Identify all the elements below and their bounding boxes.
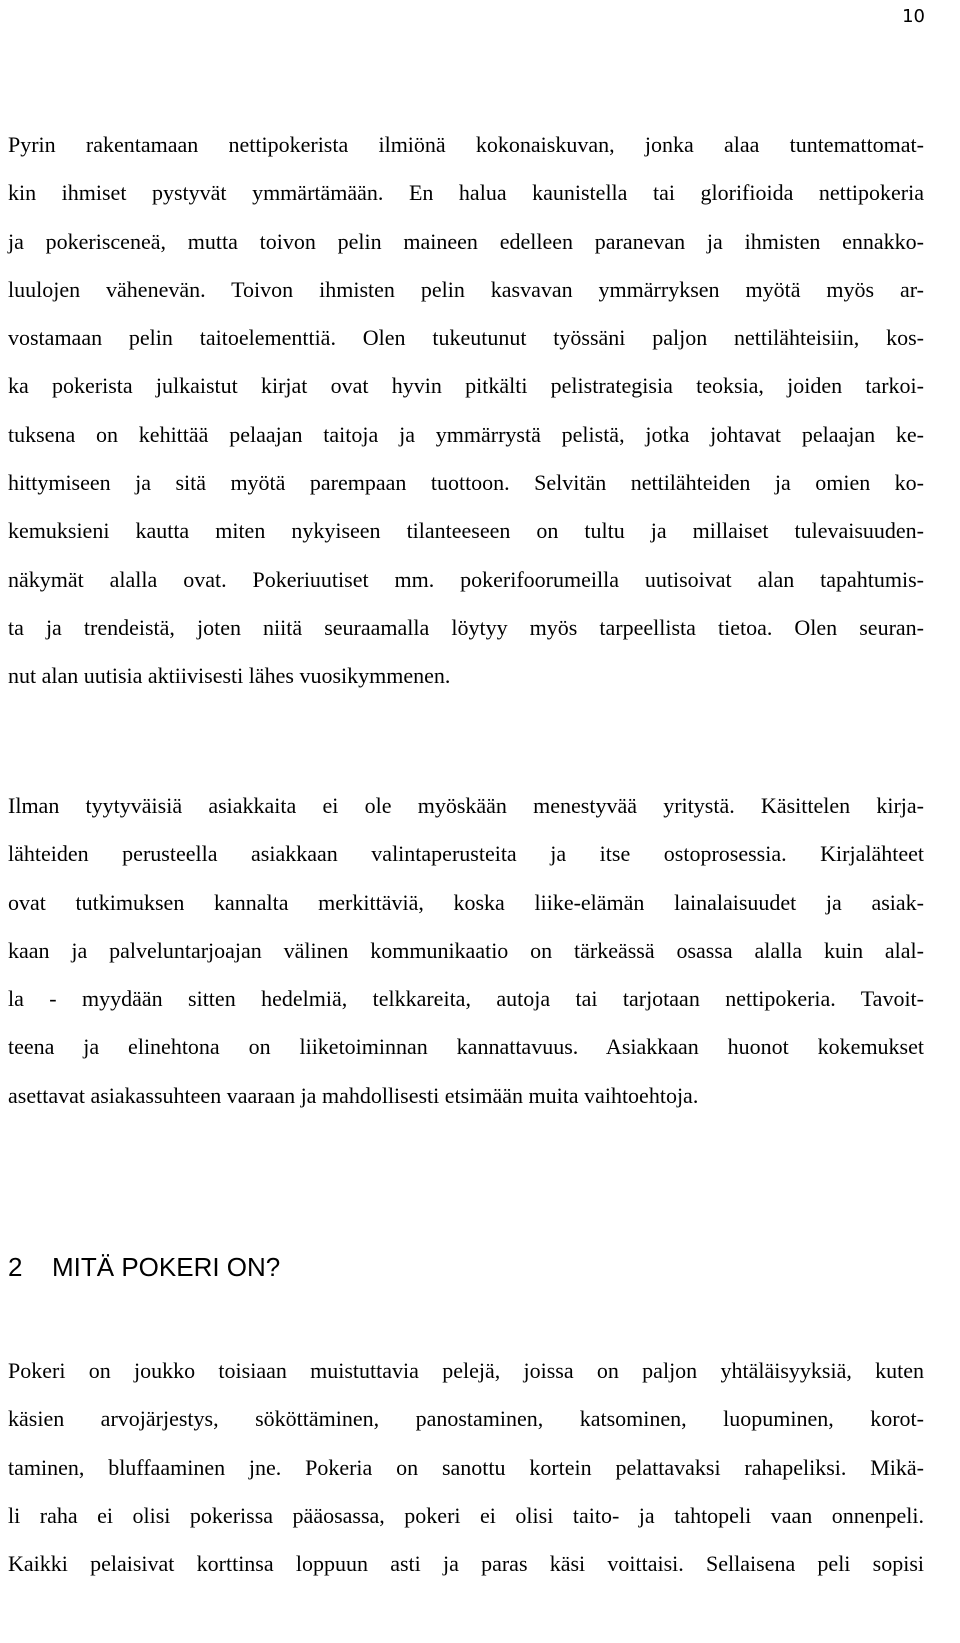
text-line: Pyrin rakentamaan nettipokerista ilmiönä kokonaiskuvan, jonka alaa tuntemattomat- [8,132,924,157]
section-number: 2 [8,1252,23,1282]
text-line: taminen, bluffaaminen jne. Pokeria on sanottu kortein pelattavaksi rahapeliksi. Mikä- [8,1454,924,1480]
text-line: Ilman tyytyväisiä asiakkaita ei ole myöskään menestyvää yritystä. Käsittelen kirja- [8,793,924,818]
text-line: Pokeri on joukko toisiaan muistuttavia pelejä, joissa on paljon yhtäläisyyksiä, kuten [8,1358,924,1383]
text-line: ka pokerista julkaistut kirjat ovat hyvin pitkälti pelistrategisia teoksia, joiden tarkoi- [8,373,924,399]
text-line: nut alan uutisia aktiivisesti lähes vuosikymmenen. [8,663,451,689]
text-line: ta ja trendeistä, joten niitä seuraamalla löytyy myös tarpeellista tietoa. Olen seuran- [8,614,924,640]
text-line: Kaikki pelaisivat korttinsa loppuun asti ja paras käsi voittaisi. Sellaisena peli sopisi [8,1551,924,1577]
text-line: näkymät alalla ovat. Pokeriuutiset mm. pokerifoorumeilla uutisoivat alan tapahtumis- [8,566,924,592]
text-line: käsien arvojärjestys, sököttäminen, panostaminen, katsominen, luopuminen, korot- [8,1406,924,1432]
text-line: luulojen vähenevän. Toivon ihmisten pelin kasvavan ymmärryksen myötä myös ar- [8,276,924,302]
paragraph-intro [8,121,924,701]
text-line: kaan ja palveluntarjoajan välinen kommunikaatio on tärkeässä osassa alalla kuin alal- [8,937,924,963]
text-line: ovat tutkimuksen kannalta merkittäviä, koska liike-elämän lainalaisuudet ja asiak- [8,889,924,915]
text-line: kin ihmiset pystyvät ymmärtämään. En halua kaunistella tai glorifioida nettipokeria [8,180,924,206]
text-line: li raha ei olisi pokerissa pääosassa, pokeri ei olisi taito- ja tahtopeli vaan onnenpeli. [8,1502,924,1528]
text-line: tuksena on kehittää pelaajan taitoja ja ymmärrystä pelistä, jotka johtavat pelaajan ke- [8,421,924,447]
paragraph-poker-definition [8,1347,924,1588]
text-line: hittymiseen ja sitä myötä parempaan tuottoon. Selvitän nettilähteiden ja omien ko- [8,470,924,496]
text-line: asettavat asiakassuhteen vaaraan ja mahdollisesti etsimään muita vaihtoehtoja. [8,1082,699,1108]
text-line: la - myydään sitten hedelmiä, telkkareita, autoja tai tarjotaan nettipokeria. Tavoit- [8,986,924,1012]
text-line: lähteiden perusteella asiakkaan valintaperusteita ja itse ostoprosessia. Kirjalähteet [8,841,924,867]
text-line: teena ja elinehtona on liiketoiminnan kannattavuus. Asiakkaan huonot kokemukset [8,1034,924,1060]
text-line: ja pokeriscenеä, mutta toivon pelin maineen edelleen paranevan ja ihmisten ennakko- [8,228,924,254]
page-number: 10 [902,6,925,27]
text-line: kemuksieni kautta miten nykyiseen tilanteeseen on tultu ja millaiset tulevaisuuden- [8,518,924,544]
section-heading [8,1252,280,1283]
text-line: vostamaan pelin taitoelementtiä. Olen tukeutunut työssäni paljon nettilähteisiin, kos- [8,325,924,351]
paragraph-customers [8,782,924,1120]
section-title: MITÄ POKERI ON? [52,1252,281,1282]
